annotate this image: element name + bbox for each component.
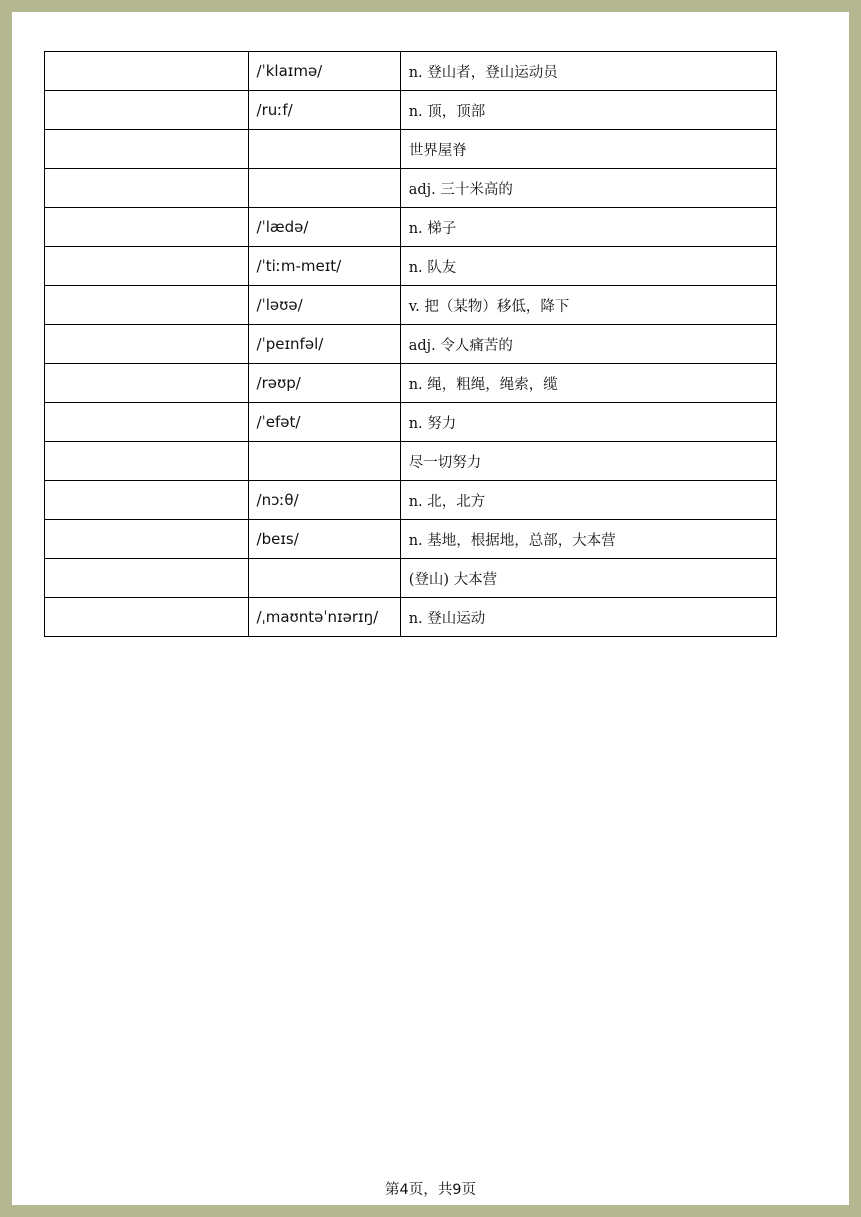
table-row <box>45 598 777 637</box>
phonetic-cell: /ˈləʊə/ <box>248 286 400 325</box>
meaning-cell: n. 努力 <box>400 403 776 442</box>
phonetic-cell: /nɔːθ/ <box>248 481 400 520</box>
word-cell <box>45 169 249 208</box>
phonetic-cell <box>248 559 400 598</box>
phonetic-cell: /ˈklaɪmə/ <box>248 52 400 91</box>
phonetic-cell <box>248 442 400 481</box>
meaning-cell: n. 队友 <box>400 247 776 286</box>
table-row <box>45 208 777 247</box>
word-cell <box>45 130 249 169</box>
word-cell <box>45 286 249 325</box>
table-row <box>45 91 777 130</box>
word-cell <box>45 208 249 247</box>
word-cell <box>45 442 249 481</box>
page-number-footer: 第4页，共9页 <box>385 1182 476 1198</box>
phonetic-cell: /rəʊp/ <box>248 364 400 403</box>
table-row <box>45 169 777 208</box>
phonetic-cell: /ˈtiːm-meɪt/ <box>248 247 400 286</box>
table-row <box>45 130 777 169</box>
meaning-cell: v. 把（某物）移低，降下 <box>400 286 776 325</box>
word-cell <box>45 520 249 559</box>
phonetic-cell <box>248 169 400 208</box>
table-row <box>45 442 777 481</box>
meaning-cell: n. 顶，顶部 <box>400 91 776 130</box>
phonetic-cell: /beɪs/ <box>248 520 400 559</box>
word-cell <box>45 481 249 520</box>
word-cell <box>45 403 249 442</box>
word-cell <box>45 247 249 286</box>
phonetic-cell: /ˈpeɪnfəl/ <box>248 325 400 364</box>
table-row <box>45 325 777 364</box>
table-row <box>45 286 777 325</box>
word-cell <box>45 91 249 130</box>
word-cell <box>45 364 249 403</box>
vocabulary-table <box>44 51 777 637</box>
meaning-cell: adj. 令人痛苦的 <box>400 325 776 364</box>
meaning-cell: n. 登山者，登山运动员 <box>400 52 776 91</box>
phonetic-cell: /ˈlædə/ <box>248 208 400 247</box>
meaning-cell: n. 梯子 <box>400 208 776 247</box>
table-row <box>45 364 777 403</box>
table-row <box>45 403 777 442</box>
phonetic-cell <box>248 130 400 169</box>
meaning-cell: n. 绳，粗绳，绳索，缆 <box>400 364 776 403</box>
document-page <box>12 12 849 1205</box>
table-row <box>45 481 777 520</box>
meaning-cell: adj. 三十米高的 <box>400 169 776 208</box>
meaning-cell: n. 基地，根据地，总部，大本营 <box>400 520 776 559</box>
table-row <box>45 52 777 91</box>
phonetic-cell: /ruːf/ <box>248 91 400 130</box>
meaning-cell: 世界屋脊 <box>400 130 776 169</box>
phonetic-cell: /ˈefət/ <box>248 403 400 442</box>
meaning-cell: n. 北，北方 <box>400 481 776 520</box>
word-cell <box>45 598 249 637</box>
meaning-cell: (登山) 大本营 <box>400 559 776 598</box>
meaning-cell: n. 登山运动 <box>400 598 776 637</box>
table-row <box>45 520 777 559</box>
word-cell <box>45 559 249 598</box>
word-cell <box>45 52 249 91</box>
table-row <box>45 247 777 286</box>
word-cell <box>45 325 249 364</box>
phonetic-cell: /ˌmaʊntəˈnɪərɪŋ/ <box>248 598 400 637</box>
table-row <box>45 559 777 598</box>
meaning-cell: 尽一切努力 <box>400 442 776 481</box>
